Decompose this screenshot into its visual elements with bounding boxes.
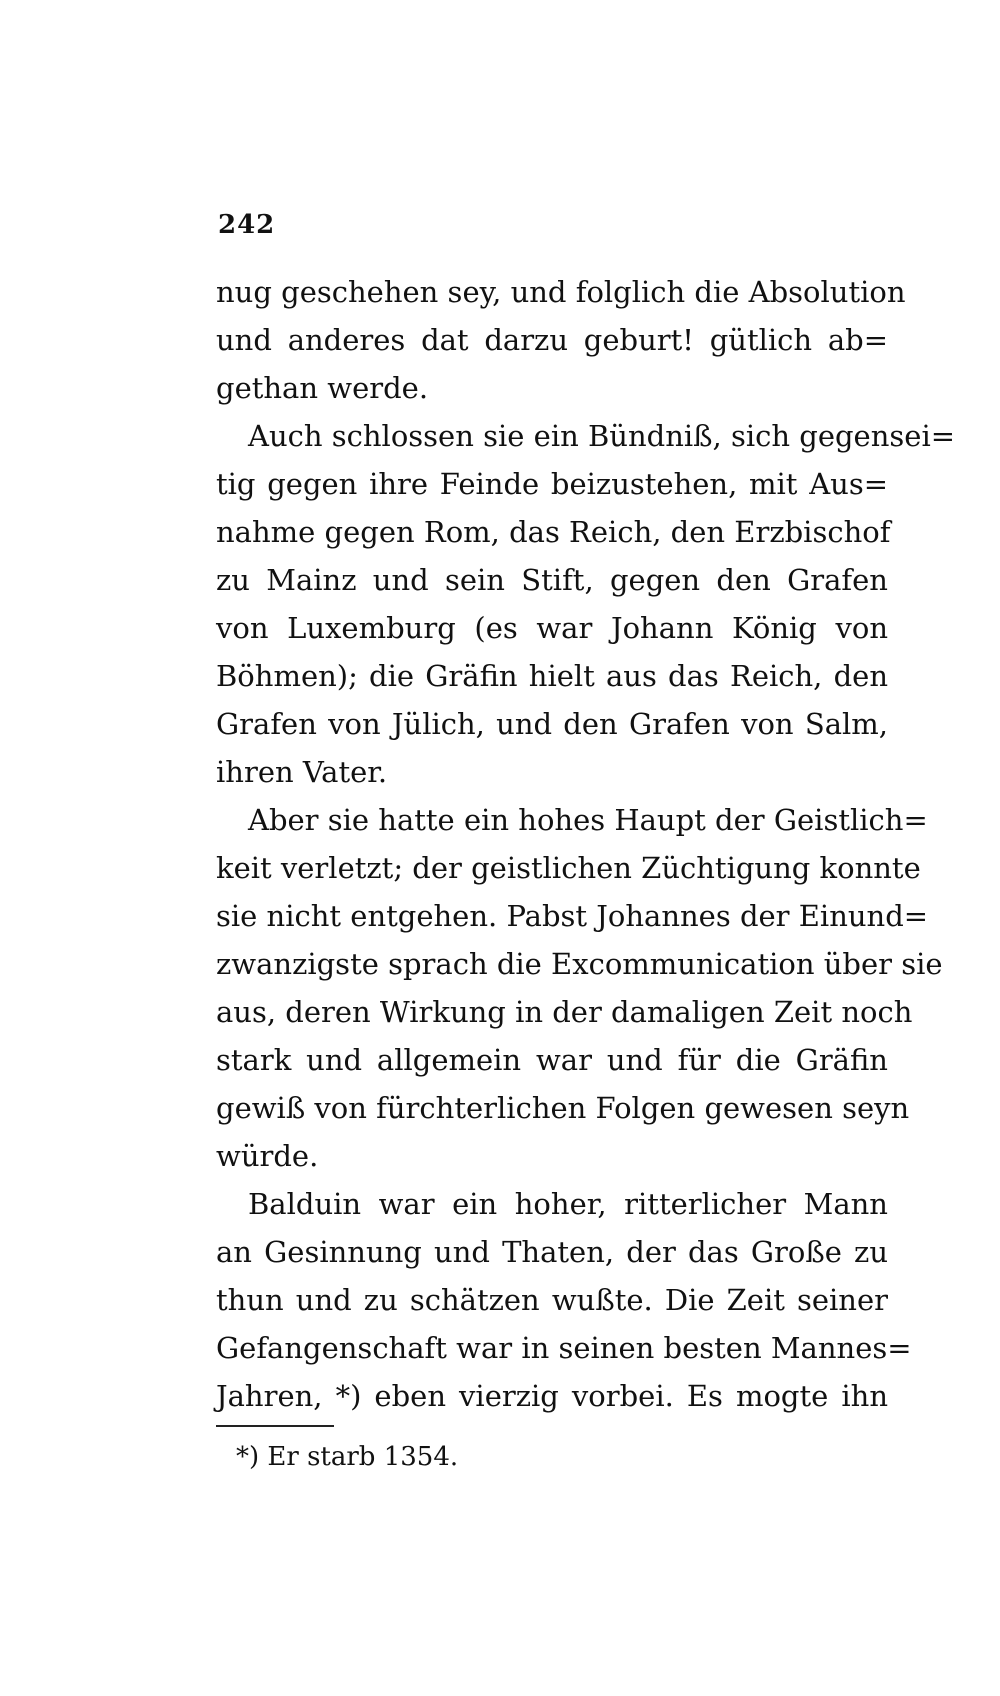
text-line: thun und zu schätzen wußte. Die Zeit seiner bbox=[216, 1283, 888, 1317]
text-line: Gefangenschaft war in seinen besten Mannes= bbox=[216, 1331, 912, 1365]
text-line: tig gegen ihre Feinde beizustehen, mit Aus= bbox=[216, 467, 888, 501]
text-line: zu Mainz und sein Stift, gegen den Grafen bbox=[216, 563, 888, 597]
text-line: ihren Vater. bbox=[216, 755, 388, 789]
footnote-divider bbox=[216, 1425, 334, 1427]
page-number: 242 bbox=[218, 210, 276, 240]
text-line: stark und allgemein war und für die Gräfin bbox=[216, 1043, 888, 1077]
text-line: Balduin war ein hoher, ritterlicher Mann bbox=[248, 1187, 888, 1221]
text-line: keit verletzt; der geistlichen Züchtigung konnte bbox=[216, 851, 921, 885]
text-line: aus, deren Wirkung in der damaligen Zeit noch bbox=[216, 995, 913, 1029]
text-line: nug geschehen sey, und folglich die Absolution bbox=[216, 275, 906, 309]
text-line: an Gesinnung und Thaten, der das Große zu bbox=[216, 1235, 888, 1269]
text-line: Böhmen); die Gräfin hielt aus das Reich, den bbox=[216, 659, 888, 693]
text-line: gethan werde. bbox=[216, 371, 429, 405]
text-line: Grafen von Jülich, und den Grafen von Salm, bbox=[216, 707, 888, 741]
text-line: gewiß von fürchterlichen Folgen gewesen seyn bbox=[216, 1091, 910, 1125]
text-line: würde. bbox=[216, 1139, 319, 1173]
footnote: *) Er starb 1354. bbox=[236, 1442, 459, 1472]
text-line: Jahren, *) eben vierzig vorbei. Es mogte ihn bbox=[216, 1379, 888, 1413]
text-line: sie nicht entgehen. Pabst Johannes der Einund= bbox=[216, 899, 929, 933]
body-text bbox=[216, 268, 956, 1420]
text-line: nahme gegen Rom, das Reich, den Erzbischof bbox=[216, 515, 891, 549]
text-line: und anderes dat darzu geburt! gütlich ab= bbox=[216, 323, 888, 357]
text-line: Aber sie hatte ein hohes Haupt der Geistlich= bbox=[248, 803, 928, 837]
text-line: Auch schlossen sie ein Bündniß, sich gegensei= bbox=[248, 419, 956, 453]
text-line: zwanzigste sprach die Excommunication über sie bbox=[216, 947, 943, 981]
text-line: von Luxemburg (es war Johann König von bbox=[216, 611, 888, 645]
